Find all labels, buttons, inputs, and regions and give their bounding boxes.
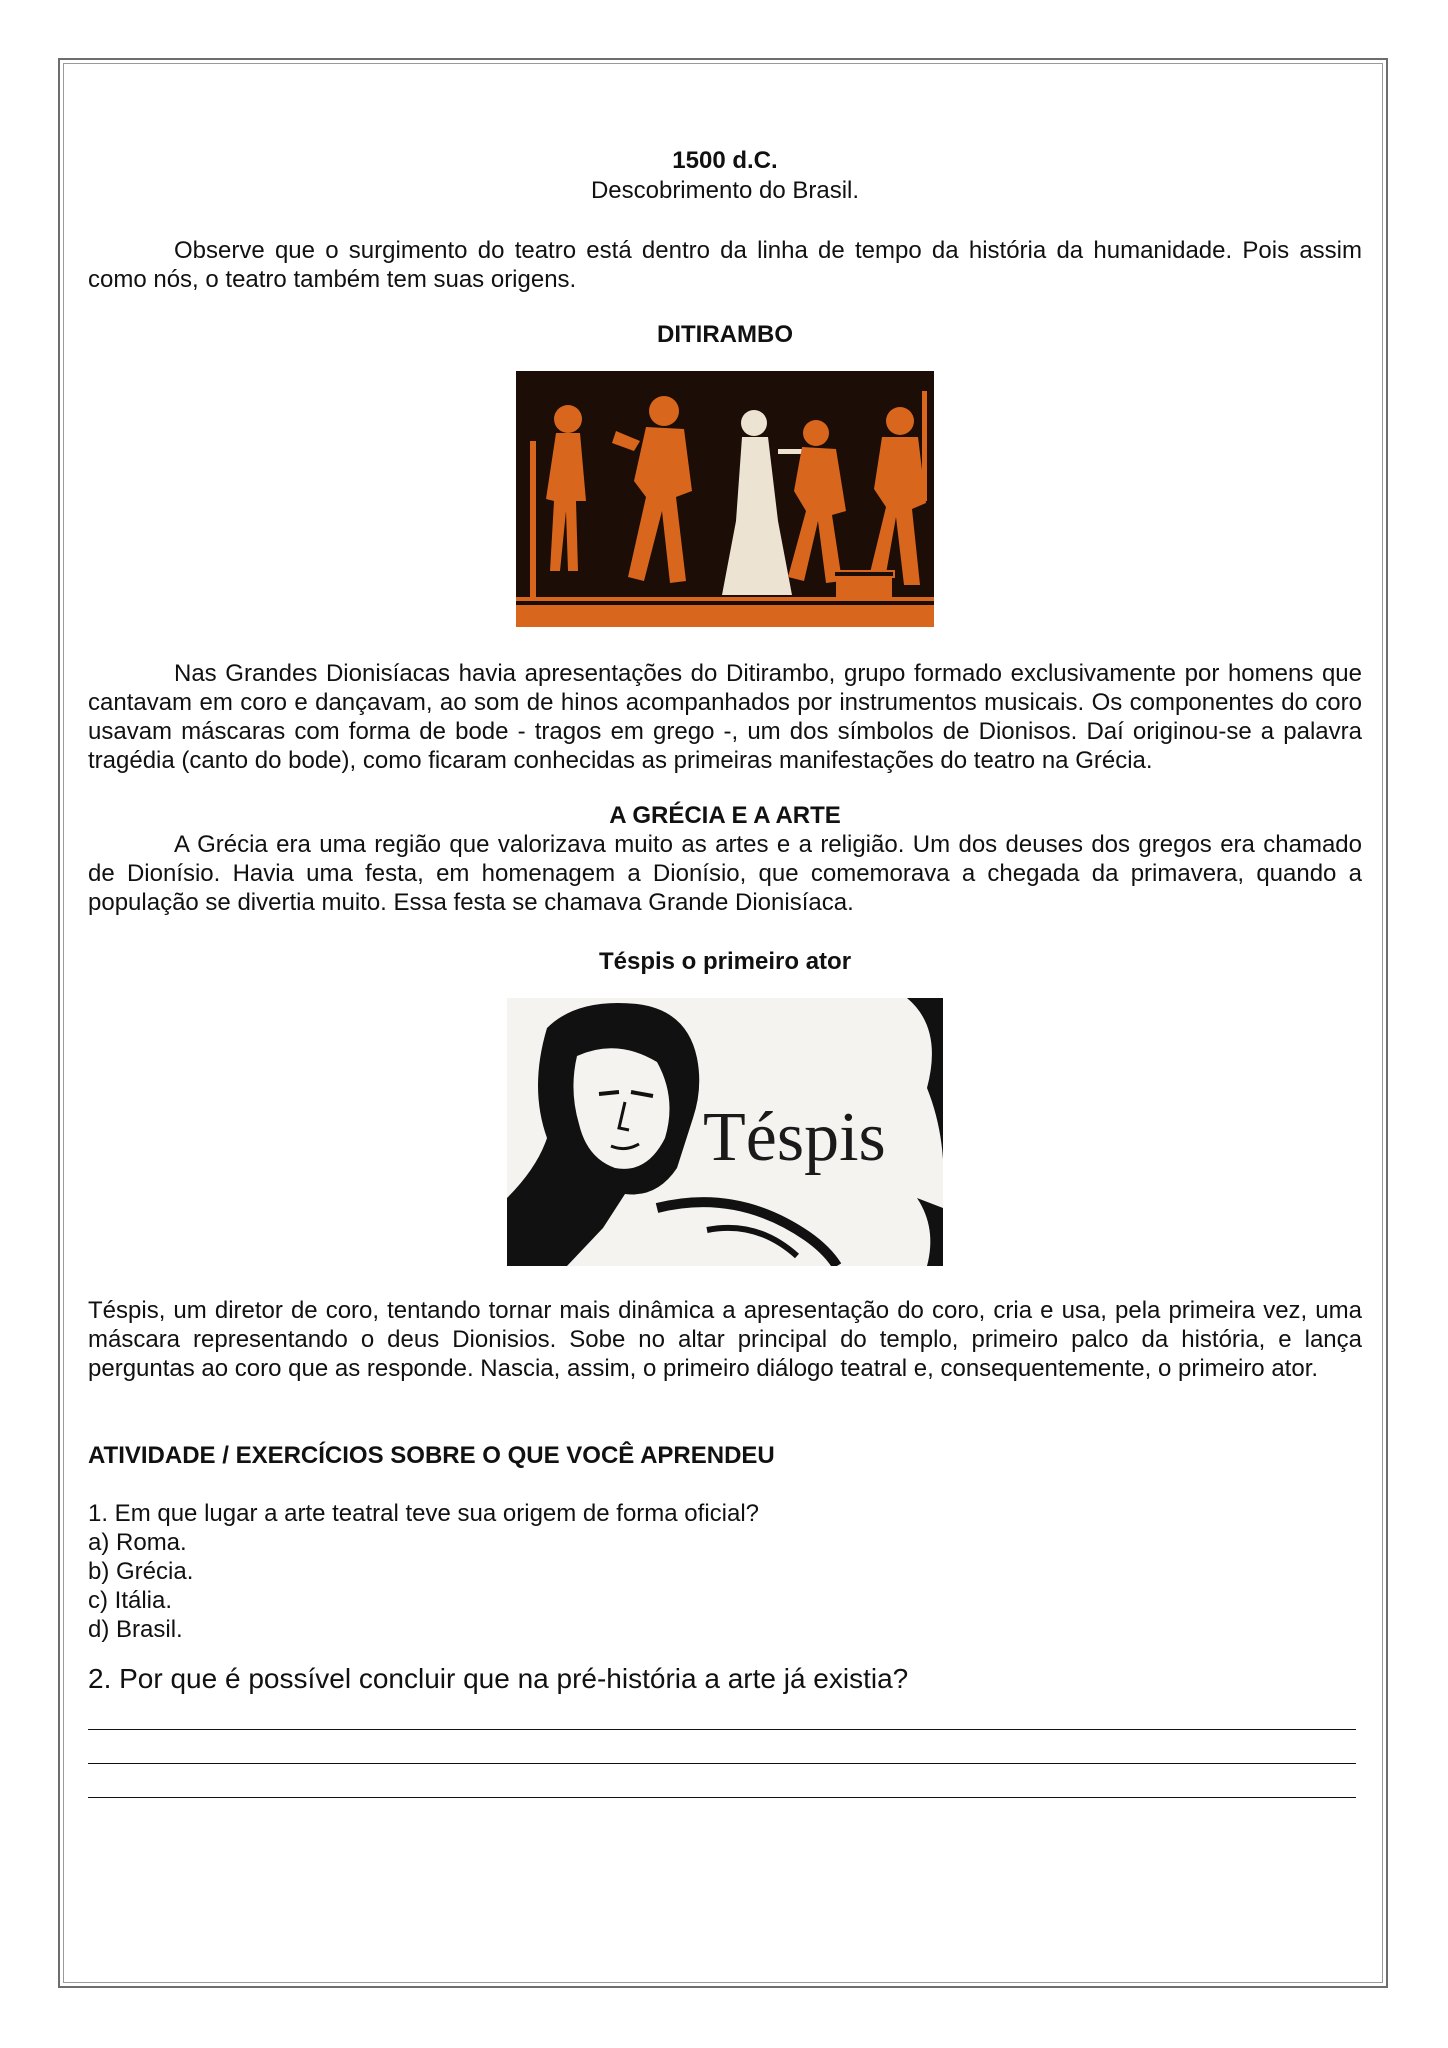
ditirambo-paragraph: Nas Grandes Dionisíacas havia apresentações do Ditirambo, grupo formado exclusivamente por homens que cantavam em coro e dançavam, ao som de hinos acompanhados por instrumentos musicais. Os componentes do coro usavam máscaras com forma de bode - tragos em grego -, um dos símbolos de Dionisos. Daí originou-se a palavra tragédia (canto do bode), como ficaram conhecidas as primeiras manifestações do teatro na Grécia. [88,660,1362,774]
question-1: 1. Em que lugar a arte teatral teve sua origem de forma oficial? [88,1500,760,1527]
greek-vase-image [516,371,934,627]
document-content [88,146,1362,1798]
intro-paragraph: Observe que o surgimento do teatro está dentro da linha de tempo da história da humanidade. Pois assim como nós, o teatro também tem suas origens. [88,237,1362,293]
tespis-image [507,998,943,1266]
option-c[interactable]: c) Itália. [88,1587,173,1614]
answer-line-2[interactable] [88,1730,1356,1764]
tespis-heading: Téspis o primeiro ator [598,948,852,975]
tespis-paragraph: Téspis, um diretor de coro, tentando tornar mais dinâmica a apresentação do coro, cria e usa, pela primeira vez, uma máscara representando o deus Dionisios. Sobe no altar principal do templo, primeiro palco da história, e lança perguntas ao coro que as responde. Nascia, assim, o primeiro diálogo teatral e, consequentemente, o primeiro ator. [88,1297,1362,1382]
question-1-options [88,1528,1362,1644]
tespis-portrait-svg [507,998,943,1266]
timeline-block [88,146,1362,206]
tespis-image-label: Téspis [703,1099,886,1176]
timeline-year: 1500 d.C. [672,147,778,174]
vase-painting-svg [516,371,934,627]
option-a[interactable]: a) Roma. [88,1529,187,1556]
tespis-image-wrap [88,998,1362,1266]
grecia-paragraph: A Grécia era uma região que valorizava muito as artes e a religião. Um dos deuses dos gregos era chamado de Dionísio. Havia uma festa, em homenagem a Dionísio, que comemorava a chegada da primavera, quando a população se divertia muito. Essa festa se chamava Grande Dionisíaca. [88,831,1362,916]
grecia-heading: A GRÉCIA E A ARTE [609,802,841,829]
timeline-event: Descobrimento do Brasil. [590,177,860,204]
answer-line-1[interactable] [88,1696,1356,1730]
option-b[interactable]: b) Grécia. [88,1558,194,1585]
ditirambo-image-wrap [88,371,1362,627]
answer-line-3[interactable] [88,1764,1356,1798]
option-d[interactable]: d) Brasil. [88,1616,183,1643]
activity-heading: ATIVIDADE / EXERCÍCIOS SOBRE O QUE VOCÊ APRENDEU [88,1442,775,1469]
question-2: 2. Por que é possível concluir que na pré-história a arte já existia? [88,1663,909,1694]
ditirambo-heading: DITIRAMBO [657,321,793,348]
